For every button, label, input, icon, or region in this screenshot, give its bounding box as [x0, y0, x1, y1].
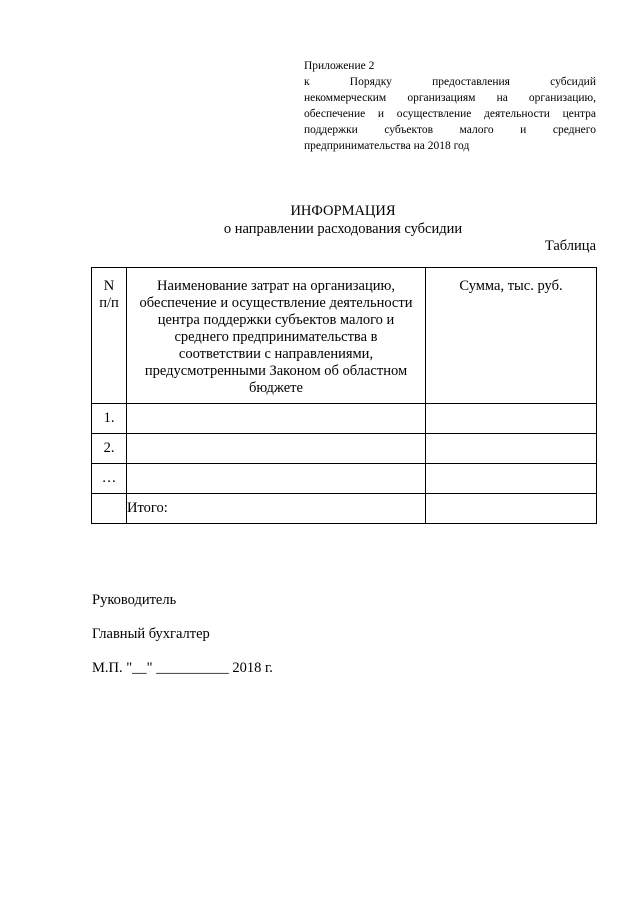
table-row [92, 404, 597, 434]
row-number: 2. [92, 434, 127, 464]
table-header-row [92, 268, 597, 404]
row-sum-cell [426, 464, 597, 494]
row-number: 1. [92, 404, 127, 434]
row-sum-cell [426, 404, 597, 434]
appendix-line-4: обеспечение и осуществление деятельности центра [304, 108, 596, 120]
header-sum: Сумма, тыс. руб. [426, 268, 597, 404]
appendix-line-3: некоммерческим организациям на организацию, [304, 92, 596, 104]
signature-accountant: Главный бухгалтер [92, 626, 210, 642]
row-sum-cell [426, 434, 597, 464]
row-expense-cell [127, 464, 426, 494]
appendix-block [304, 58, 596, 154]
expense-table [91, 267, 597, 524]
table-total-row [92, 494, 597, 524]
appendix-line-6: предпринимательства на 2018 год [304, 140, 470, 152]
row-number: … [92, 464, 127, 494]
document-subtitle: о направлении расходования субсидии [223, 221, 463, 237]
header-number: N п/п [92, 268, 127, 404]
row-expense-cell [127, 434, 426, 464]
stamp-date-line: М.П. "__" __________ 2018 г. [92, 660, 273, 676]
table-row [92, 434, 597, 464]
table-row [92, 464, 597, 494]
table-caption: Таблица [544, 238, 596, 254]
document-title: ИНФОРМАЦИЯ [290, 203, 396, 219]
appendix-line-5: поддержки субъектов малого и среднего [304, 124, 596, 136]
total-label: Итого: [127, 494, 426, 524]
appendix-title: Приложение 2 [304, 60, 375, 72]
appendix-line-2: к Порядку предоставления субсидий [304, 76, 596, 88]
row-expense-cell [127, 404, 426, 434]
total-sum-cell [426, 494, 597, 524]
signature-head: Руководитель [92, 592, 177, 608]
total-number-cell [92, 494, 127, 524]
header-expense-name: Наименование затрат на организацию, обеспечение и осуществление деятельности центра поддержки субъектов малого и среднего предпринимательства в соответствии с направлениями, предусмотренными Законом об областном бюджете [127, 268, 426, 404]
